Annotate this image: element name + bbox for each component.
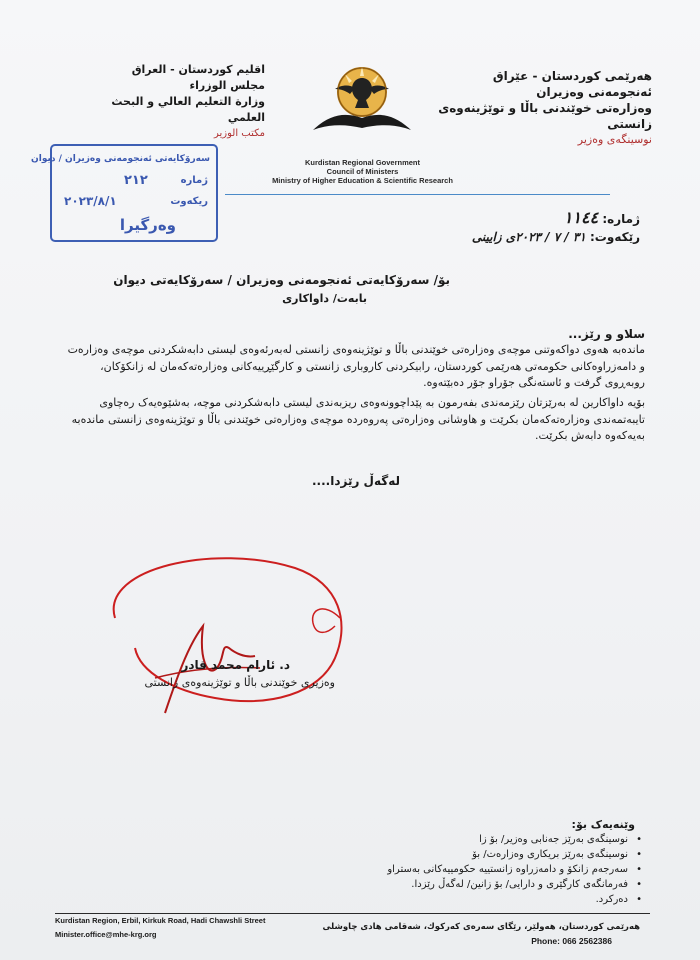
cc-list — [342, 832, 642, 907]
reference-number — [564, 208, 640, 227]
arabic-header-line-1: اقليم كوردستان - العراق — [131, 63, 265, 76]
english-header — [250, 158, 475, 185]
kurdish-header-line-3: وەزارەتی خوێندنی باڵا و توێژینەوەی زانستی — [438, 101, 652, 131]
reference-number-value: ١١٤٤ — [563, 208, 599, 227]
footer-email: Minister.office@mhe-krg.org — [55, 930, 157, 939]
stamp-number-label: ژمارە — [180, 175, 208, 186]
stamp-date-value: ٢٠٢٣/٨/١ — [64, 194, 117, 208]
cc-item: • نوسینگەی بەرێز جەنابی وەزیر/ بۆ زا — [342, 832, 642, 847]
greeting: سلاو و رێز... — [568, 327, 645, 341]
body-paragraph-1: ماندەبە هەوی دواكەوتنی موچەی وەزارەتی خوێندنی باڵا و توێژینەوەی زانستی لەبەرئەوەی لیستی دابەشكردنی موچەی وەزارەت و دامەزراوەكانی حكومەتی هەرێمی كوردستان، رابیكردنی كاروباری زانستی و كارگێڕییەكانی وەزارەتەكەمان لە زانكۆكان، روبەڕوی گرفت و ئاستەنگی جۆراو جۆر دەبێتەوە. — [67, 343, 645, 389]
stamp-date-label: ریكەوت — [170, 196, 208, 207]
signatory-title: وەزیری خوێندنی باڵا و توێژینەوەی زانستی — [144, 676, 335, 689]
cc-item: • نوسینگەی بەرێز بریكاری وەزارەت/ بۆ — [342, 847, 642, 862]
reference-date-label: رێكەوت: — [590, 230, 640, 244]
footer-divider — [55, 913, 650, 914]
english-header-line-3: Ministry of Higher Education & Scientific Research — [272, 176, 453, 185]
kurdish-header-office: نوسینگەی وەزیر — [577, 133, 652, 146]
received-stamp — [31, 144, 218, 242]
closing-line: لەگەڵ رێزدا.... — [311, 474, 400, 488]
stamp-number-value: ٢١٢ — [124, 173, 148, 188]
footer-phone: Phone: 066 2562386 — [531, 936, 612, 946]
cc-title: وێنەیەک بۆ: — [571, 818, 635, 831]
handwritten-signature — [95, 548, 355, 718]
header-divider — [225, 194, 610, 195]
kurdish-header — [422, 68, 652, 148]
arabic-header-line-2: مجلس الوزراء — [189, 79, 265, 92]
arabic-header-line-3: وزارة التعليم العالي و البحث العلمي — [111, 95, 265, 124]
arabic-header-office: مكتب الوزير — [213, 128, 265, 139]
stamp-received: وەرگیرا — [119, 216, 176, 234]
stamp-title: سەرۆكایەتی ئەنجومەنی وەزیران / دیوان — [31, 154, 210, 164]
cc-item: • دەركرد. — [342, 892, 642, 907]
reference-date-value: ٣١ / ٧ / ٢٠٢٣ی زایینی — [471, 230, 586, 244]
arabic-header — [95, 62, 265, 142]
footer-address-en: Kurdistan Region, Erbil, Kirkuk Road, Hadi Chawshli Street — [55, 916, 266, 925]
cc-item: • فەرمانگەی كارگێری و دارایی/ بۆ زانین/ لەگەڵ رێزدا. — [342, 877, 642, 892]
cc-item: • سەرجەم زانكۆ و دامەزراوە زانستییە حكومییەكانی بەستراو — [342, 862, 642, 877]
english-header-line-1: Kurdistan Regional Government — [304, 158, 421, 167]
reference-number-label: ژمارە: — [602, 212, 640, 226]
reference-date — [472, 230, 640, 244]
signatory-name: د. ئارام محمد قادر — [181, 658, 290, 672]
kurdish-header-line-2: ئەنجومەنی وەزیران — [536, 85, 652, 99]
body-paragraph-2: بۆیە داواكارین لە بەرێزتان رێزمەندی بفەرمون بە پێداچوونەوەی ریزبەندی لیستی دابەشكردنی موچە، بەشێوەیەک رەچاوی تایبەتمەندی وەزارەتەكەمان بكرێت و هاوشانی وەزارەتی پەروەردە موچەی وەزارەتی خوێندنی باڵا و توێژینەوەی زانستی ماندەبە بەیەكەوە دابەش بكرێت. — [71, 396, 645, 442]
footer-address-ku: هەرێمی كوردستان، هەولێر، رێگای سەرەی كەركوك، شەقامی هادی چاوشلی — [322, 922, 640, 932]
recipient-line: بۆ/ سەرۆكایەتی ئەنجومەنی وەزیران / سەرۆكایەتی دیوان — [113, 273, 450, 287]
kurdish-header-line-1: هەرێمی كوردستان - عێراق — [492, 69, 652, 83]
krg-eagle-emblem-icon — [305, 52, 420, 144]
subject-line: بابەت/ داواكاری — [282, 292, 367, 305]
english-header-line-2: Council of Ministers — [326, 167, 399, 176]
